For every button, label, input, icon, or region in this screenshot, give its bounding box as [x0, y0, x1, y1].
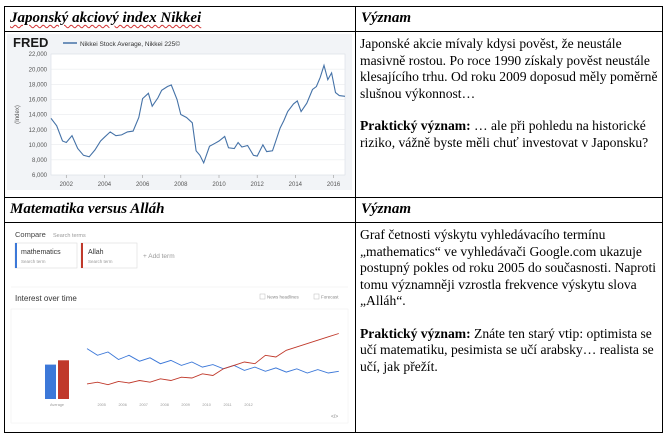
- compare-hint: Search terms: [53, 233, 86, 239]
- fred-logo: FRED: [13, 35, 49, 50]
- trends-x-tick-label: 2010: [202, 403, 211, 407]
- trends-x-tick-label: 2006: [118, 403, 127, 407]
- x-tick-label: 2012: [250, 182, 264, 188]
- y-tick-label: 8,000: [31, 158, 47, 165]
- x-tick-label: 2008: [174, 182, 188, 188]
- practical-label-2: Praktický význam:: [360, 325, 471, 341]
- trends-chart: [5, 223, 354, 427]
- x-tick-label: 2010: [212, 182, 226, 188]
- y-tick-label: 12,000: [28, 127, 47, 134]
- x-tick-label: 2014: [288, 182, 303, 188]
- term2-sub: Search term: [88, 259, 113, 264]
- embed-icon[interactable]: </>: [331, 414, 339, 420]
- trends-x-tick-label: 2009: [181, 403, 190, 407]
- x-tick-label: 2004: [97, 182, 112, 188]
- term2-accent: [81, 243, 83, 268]
- practical-text-1: … ale při pohledu na historické riziko, vážně byste měli chuť investovat v Japonsku?: [360, 118, 649, 150]
- nikkei-chart: [5, 32, 354, 192]
- math-header-cell: [5, 198, 356, 223]
- content-table: [4, 6, 663, 433]
- avg-bar-allah: [58, 360, 69, 399]
- term2-name: Allah: [88, 249, 104, 256]
- math-text-cell: [356, 223, 663, 433]
- math-practical: [360, 326, 658, 376]
- meaning-header-2: Význam: [361, 201, 412, 217]
- meaning-header-cell-2: [356, 198, 663, 223]
- term1-name: mathematics: [21, 249, 61, 256]
- trends-x-tick-label: 2007: [139, 403, 148, 407]
- y-tick-label: 16,000: [28, 97, 47, 104]
- y-tick-label: 18,000: [28, 82, 47, 89]
- meaning-header-1: Význam: [361, 10, 412, 26]
- trends-x-tick-label: 2005: [97, 403, 106, 407]
- nikkei-text-cell: [356, 32, 663, 198]
- avg-bar-mathematics: [45, 365, 56, 399]
- x-tick-label: 2006: [135, 182, 150, 188]
- x-tick-label: 2016: [326, 182, 341, 188]
- term1-sub: Search term: [21, 259, 46, 264]
- x-tick-label: 2002: [59, 182, 73, 188]
- y-tick-label: 20,000: [28, 67, 47, 74]
- toggle-forecast-label: Forecast: [321, 294, 339, 300]
- trends-chart-cell: [5, 223, 356, 433]
- practical-text-2: Znáte ten starý vtip: optimista se učí matematiku, pesimista se učí arabsky… realista se učí, jak přežít.: [360, 325, 654, 374]
- avg-label: Average: [49, 403, 65, 407]
- math-paragraph: Graf četnosti výskytu vyhledávacího termínu „mathematics“ ve vyhledávači Google.com ukazuje postupný pokles od roku 2005 do současnosti. Naproti tomu významněji vzrostla frekvence výskytu slova „Alláh“.: [360, 227, 657, 308]
- nikkei-chart-cell: [5, 32, 356, 198]
- legend-label: Nikkei Stock Average, Nikkei 225©: [80, 41, 181, 48]
- trends-x-tick-label: 2012: [244, 403, 253, 407]
- trends-x-tick-label: 2008: [160, 403, 169, 407]
- nikkei-header-cell: [5, 7, 356, 32]
- nikkei-practical: [360, 118, 658, 151]
- practical-label-1: Praktický význam:: [360, 118, 471, 133]
- forecast-checkbox[interactable]: [314, 294, 319, 299]
- add-term-button[interactable]: + Add term: [143, 253, 175, 260]
- term1-accent: [15, 243, 17, 268]
- compare-label: Compare: [15, 230, 46, 239]
- nikkei-paragraph: Japonské akcie mívaly kdysi pověst, že neustále masivně rostou. Po roce 1990 získaly pověst neustále klesajícího trhu. Od roku 2009 doposud měly poměrně slušnou výkonnost…: [360, 36, 658, 101]
- y-tick-label: 22,000: [28, 52, 47, 59]
- interest-title: Interest over time: [15, 294, 77, 303]
- nikkei-header: Japonský akciový index Nikkei: [10, 10, 202, 26]
- y-tick-label: 14,000: [28, 112, 47, 119]
- math-header: Matematika versus Alláh: [10, 201, 165, 217]
- news-checkbox[interactable]: [260, 294, 265, 299]
- trends-x-tick-label: 2011: [223, 403, 232, 407]
- y-axis-label: (Index): [15, 105, 21, 124]
- y-tick-label: 6,000: [31, 173, 47, 180]
- toggle-news-label: News headlines: [267, 294, 299, 300]
- y-tick-label: 10,000: [28, 142, 47, 149]
- meaning-header-cell-1: [356, 7, 663, 32]
